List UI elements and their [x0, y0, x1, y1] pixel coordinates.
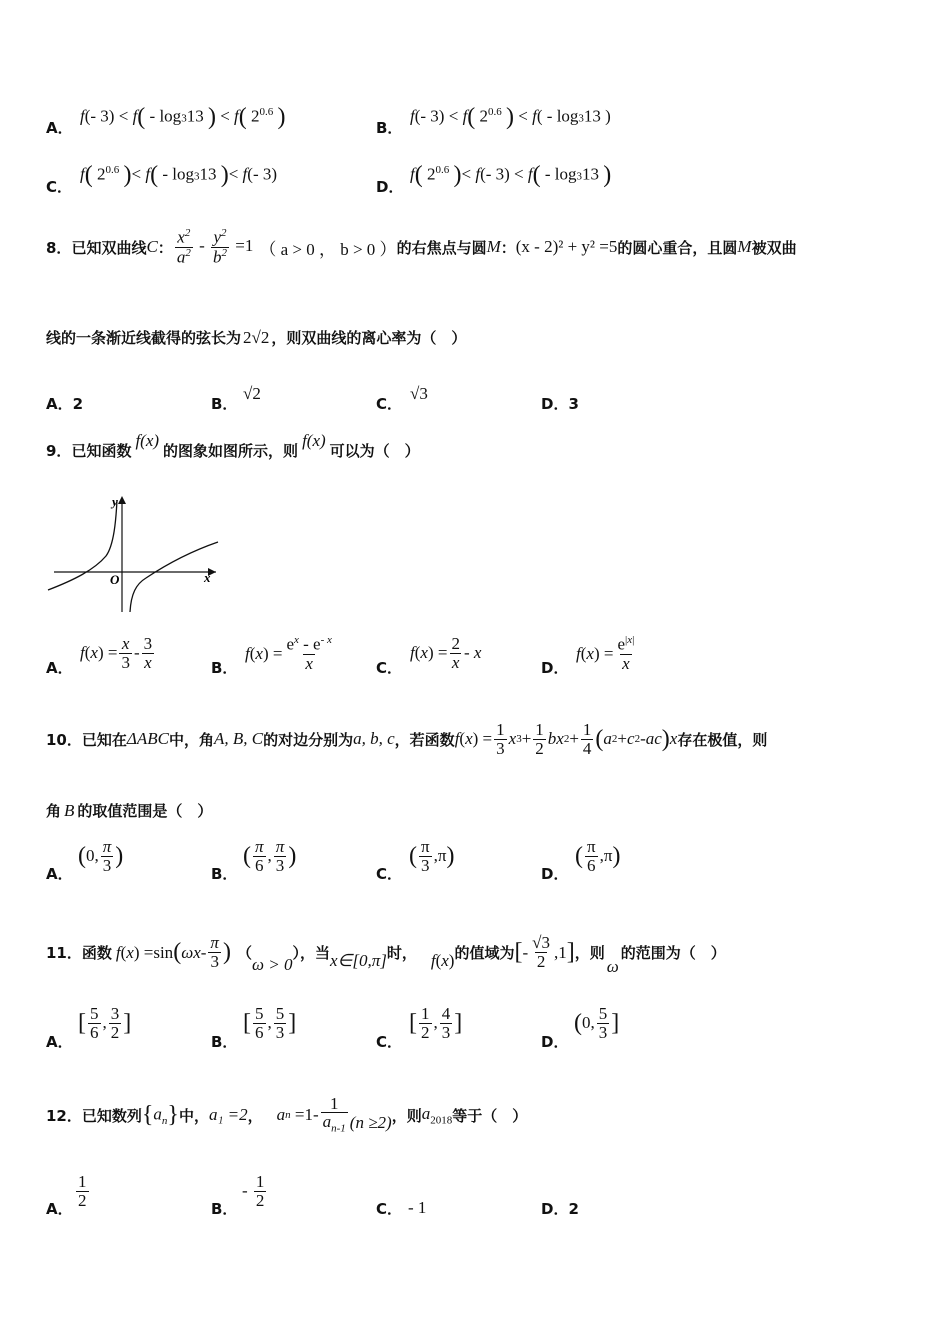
q7-option-b: f(- 3) < f( $2^{0.6}$ ) < f( - log313 ) [410, 104, 611, 130]
q11-option-d-label: D． [541, 1033, 569, 1051]
q11-omega: ω [606, 956, 619, 976]
q12-text5: 等于（ ） [452, 1106, 528, 1125]
q8-text4: 被双曲 [751, 238, 797, 257]
q8-chord-length: 2√2 [243, 327, 270, 347]
q8-stem-line1 [46, 222, 797, 272]
graph-origin-label: O [110, 572, 120, 587]
q11-number: 11． [46, 944, 82, 962]
q11-function: f ( x ) =sin ( ωx - $\frac{\pi}{3}$ ) [115, 933, 231, 971]
q11-text4: 时， [386, 944, 417, 962]
graph-y-label: y [112, 494, 118, 509]
q10-text5: 存在极值，则 [677, 730, 768, 749]
q9-text3: 可以为（ ） [329, 442, 420, 460]
q8-number: 8． [46, 238, 72, 257]
q11-option-b: [ $\frac{5}{6}$ , $\frac{5}{3}$ ] [243, 1004, 297, 1042]
q10-line2-text: 角 [46, 802, 62, 820]
q12-sequence: $\{a_n\}$ [141, 1101, 179, 1128]
q10-option-b: ( $\frac{\pi}{6}$ , $\frac{\pi}{3}$ ) [243, 837, 297, 875]
q9-option-a-label: A． [46, 659, 73, 677]
q11-x-domain: x∈[0,π] [329, 950, 387, 970]
q12-sequence-var: a [153, 1103, 162, 1123]
q8-text: 已知双曲线 [71, 238, 147, 257]
q12-a2018-var: a [421, 1103, 431, 1123]
q12-stem [46, 1090, 527, 1140]
q10-text3: 的对边分别为 [263, 730, 354, 749]
q10-angles: A, B, C [214, 729, 264, 748]
q11-range: [ - $\frac{√3}{2}$ ,1 ] [514, 933, 575, 971]
q8-option-a: A．2 [46, 395, 84, 413]
q9-option-a: f ( x ) = $\frac{x}{3}$ - $\frac{3}{x}$ [80, 634, 153, 672]
q10-angle-b: B [64, 800, 75, 820]
q11-fx: f(x) [430, 950, 455, 970]
q10-option-c: ( $\frac{\pi}{3}$ ,π ) [409, 837, 455, 875]
q10-text1: 已知在 [81, 730, 127, 749]
q11-option-b-label: B． [211, 1033, 238, 1051]
q10-stem-line2 [46, 800, 212, 821]
q9-number: 9． [46, 442, 72, 460]
q9-option-d-label: D． [541, 659, 569, 677]
q8-eq-rhs: =1 [235, 235, 254, 255]
q8-option-b-label: B． [211, 395, 238, 413]
q12-text2: 中， [178, 1106, 209, 1125]
q8-line2-text: 线的一条渐近线截得的弦长为 [46, 329, 242, 347]
q11-text2: （ [236, 944, 252, 962]
q11-text3: ），当 [292, 944, 330, 962]
q9-fx: f(x) [135, 430, 160, 450]
q8-colon2: ： [500, 238, 516, 257]
q8-option-c-label: C． [376, 395, 403, 413]
q10-option-c-label: C． [376, 865, 403, 883]
q9-option-d: f ( x ) = $\frac{e^{|x|}}{x}$ [576, 634, 635, 673]
q9-fx-2: f(x) [302, 430, 326, 450]
q12-option-a-label: A． [46, 1200, 73, 1218]
q12-option-a: $\frac{1}{2}$ [78, 1172, 87, 1210]
graph-left-branch [48, 500, 117, 590]
q10-option-a: ( 0, $\frac{\pi}{3}$ ) [78, 837, 124, 875]
q11-option-c: [ $\frac{1}{2}$ , $\frac{4}{3}$ ] [409, 1004, 463, 1042]
q12-option-d: D．2 [541, 1200, 579, 1218]
q7-option-b-label: B． [376, 119, 403, 137]
q9-stem [46, 430, 420, 461]
q10-stem-line1 [46, 714, 767, 764]
q12-a2018: $a_{2018}$ [421, 1103, 453, 1127]
q11-option-a-label: A． [46, 1033, 73, 1051]
q12-option-c-label: C． [376, 1200, 403, 1218]
q9-text2: 的图象如图所示，则 [163, 442, 299, 460]
graph-y-arrow [118, 496, 126, 504]
q10-text2: 中，角 [168, 730, 214, 749]
q8-colon: ： [157, 238, 173, 257]
q7-option-c: f( $2^{0.6}$ )< f( - log313 )< f(- 3) [80, 162, 278, 188]
q12-option-c-value: ‑ 1 [408, 1198, 427, 1217]
q10-function: f ( x ) = $\frac{1}{3}$ x 3 + $\frac{1}{2}$ bx 2 + $\frac{1}{4}$ ( a 2 + c 2 - ac ) x [454, 719, 678, 758]
q12-option-b-label: B． [211, 1200, 238, 1218]
q9-option-c-label: C． [376, 659, 403, 677]
q7-option-d-label: D． [376, 178, 404, 196]
q11-text7: 的范围为（ ） [620, 944, 726, 962]
q8-text3: 的圆心重合，且圆 [617, 238, 738, 257]
q11-option-a: [ $\frac{5}{6}$ , $\frac{3}{2}$ ] [78, 1004, 132, 1042]
q8-option-d: D．3 [541, 395, 579, 413]
q11-text5: 的值域为 [454, 944, 515, 962]
q9-text1: 已知函数 [71, 442, 132, 460]
q8-hyperbola-eq: $\frac{x^2}{a^2}$ - $\frac{y^2}{b^2}$ =1 [176, 227, 254, 267]
q9-option-c: f ( x ) = $\frac{2}{x}$ - x [410, 634, 482, 672]
q8-condition: （ a > 0 ， b > 0 ） [259, 239, 397, 259]
graph-x-label: x [204, 570, 211, 585]
q9-option-b-label: B． [211, 659, 238, 677]
q10-option-b-label: B． [211, 865, 238, 883]
q11-option-d: ( 0, $\frac{5}{3}$ ] [574, 1004, 620, 1042]
q10-triangle: ΔABC [126, 729, 169, 748]
q12-a1: a₁ =2 [208, 1105, 248, 1124]
q8-stem-line2 [46, 327, 466, 348]
q7-option-d: f( $2^{0.6}$ )< f(- 3) < f( - log313 ) [410, 162, 612, 188]
q10-sides: a, b, c [353, 729, 395, 748]
q8-circle-eq: (x ‑ 2)² + y² =5 [515, 237, 618, 256]
q10-line2-end: 的取值范围是（ ） [77, 802, 213, 820]
q9-option-b: f ( x ) = $\frac{e^x - e^{- x}}{x}$ [245, 634, 332, 673]
q8-line2-end: ，则双曲线的离心率为（ ） [271, 329, 467, 347]
q8-text2: 的右焦点与圆 [396, 238, 487, 257]
q7-option-a: f(- 3) < f( - log313 ) < f( $2^{0.6}$ ) [80, 104, 286, 130]
q10-number: 10． [46, 730, 82, 749]
q7-option-a-label: A． [46, 119, 73, 137]
q8-option-b-value: √2 [243, 384, 261, 403]
q11-text6: ，则 [574, 944, 605, 962]
q8-option-c-value: √3 [410, 384, 428, 403]
q10-option-a-label: A． [46, 865, 73, 883]
q11-text1: 函数 [81, 944, 112, 962]
q9-function-graph [44, 490, 224, 615]
q8-circle-name-2: M [737, 237, 752, 256]
q12-text4: ，则 [391, 1106, 422, 1125]
q10-option-d-label: D． [541, 865, 569, 883]
q8-circle-name: M [486, 237, 501, 256]
q12-condition: (n ≥2) [349, 1113, 392, 1132]
q11-stem [46, 925, 726, 980]
q12-text3: ， [247, 1106, 263, 1125]
q8-hyperbola-name: C [146, 237, 158, 256]
q12-text1: 已知数列 [81, 1106, 142, 1125]
q11-option-c-label: C． [376, 1033, 403, 1051]
q10-text4: ，若函数 [394, 730, 455, 749]
q7-option-c-label: C． [46, 178, 73, 196]
q12-number: 12． [46, 1106, 82, 1125]
q12-recurrence: a n =1- $\frac{1}{a_{n-1}}$ [276, 1093, 346, 1135]
q12-option-b: - $\frac{1}{2}$ [242, 1172, 265, 1210]
q10-option-d: ( $\frac{\pi}{6}$ ,π ) [575, 837, 621, 875]
q11-omega-cond: ω > 0 [251, 954, 293, 974]
